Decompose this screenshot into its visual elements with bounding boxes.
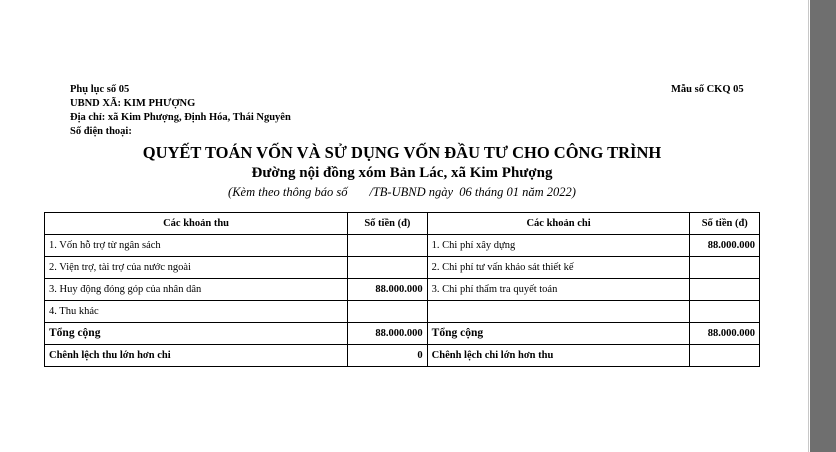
revenue-item: 1. Vốn hỗ trợ từ ngân sách — [45, 235, 348, 257]
expense-item — [427, 301, 690, 323]
expense-total-amount: 88.000.000 — [690, 323, 760, 345]
expense-surplus-label: Chênh lệch chi lớn hơn thu — [427, 345, 690, 367]
total-row — [45, 323, 760, 345]
reference-note: (Kèm theo thông báo số /TB-UBND ngày 06 tháng 01 năm 2022) — [228, 185, 576, 199]
revenue-surplus-label: Chênh lệch thu lớn hơn chi — [45, 345, 348, 367]
table-row — [45, 301, 760, 323]
header-expense: Các khoản chi — [427, 213, 690, 235]
revenue-item: 2. Viện trợ, tài trợ của nước ngoài — [45, 257, 348, 279]
revenue-total-label: Tổng cộng — [45, 323, 348, 345]
revenue-amount — [348, 257, 428, 279]
form-number: Mẫu số CKQ 05 — [671, 84, 744, 95]
agency-label: UBND XÃ: KIM PHƯỢNG — [70, 98, 196, 109]
header-left-block — [70, 83, 291, 139]
expense-item: 2. Chi phí tư vấn khảo sát thiết kế — [427, 257, 690, 279]
appendix-label: Phụ lục số 05 — [70, 84, 130, 95]
header-expense-amount: Số tiền (đ) — [690, 213, 760, 235]
expense-item: 1. Chi phí xây dựng — [427, 235, 690, 257]
viewer-scroll-gutter[interactable] — [810, 0, 836, 452]
table-row — [45, 257, 760, 279]
revenue-item: 3. Huy động đóng góp của nhân dân — [45, 279, 348, 301]
document-title: QUYẾT TOÁN VỐN VÀ SỬ DỤNG VỐN ĐẦU TƯ CHO CÔNG TRÌNH — [142, 143, 662, 162]
expense-amount — [690, 279, 760, 301]
difference-row — [45, 345, 760, 367]
project-name: Đường nội đồng xóm Bản Lác, xã Kim Phượng — [251, 165, 553, 181]
revenue-item: 4. Thu khác — [45, 301, 348, 323]
revenue-amount — [348, 301, 428, 323]
expense-item: 3. Chi phí thẩm tra quyết toán — [427, 279, 690, 301]
phone-label: Số điện thoại: — [70, 126, 132, 137]
expense-total-label: Tổng cộng — [427, 323, 690, 345]
expense-surplus-amount — [690, 345, 760, 367]
table-header-row — [45, 213, 760, 235]
settlement-table — [44, 212, 760, 367]
revenue-surplus-amount: 0 — [348, 345, 428, 367]
revenue-amount: 88.000.000 — [348, 279, 428, 301]
expense-amount — [690, 257, 760, 279]
table-row — [45, 235, 760, 257]
table-row — [45, 279, 760, 301]
revenue-total-amount: 88.000.000 — [348, 323, 428, 345]
header-revenue-amount: Số tiền (đ) — [348, 213, 428, 235]
expense-amount — [690, 301, 760, 323]
expense-amount: 88.000.000 — [690, 235, 760, 257]
revenue-amount — [348, 235, 428, 257]
header-revenue: Các khoản thu — [45, 213, 348, 235]
address-label: Địa chỉ: xã Kim Phượng, Định Hóa, Thái Nguyên — [70, 112, 291, 123]
